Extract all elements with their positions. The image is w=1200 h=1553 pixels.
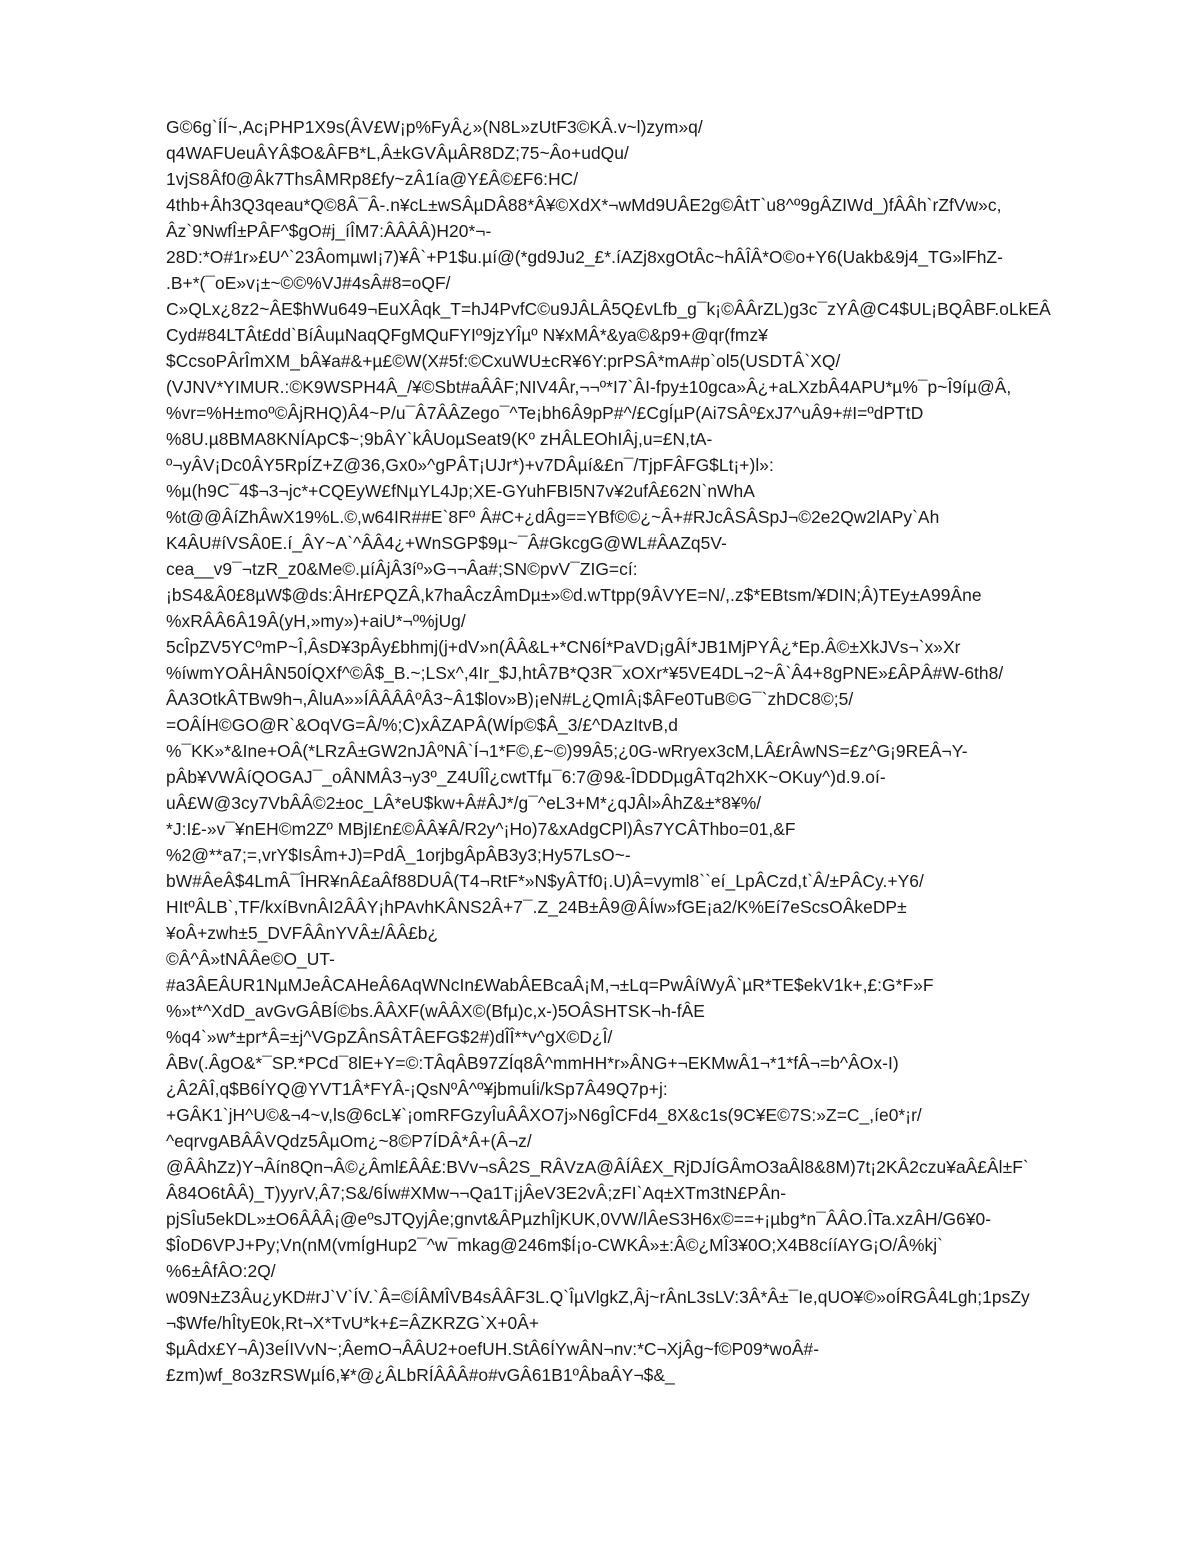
text-line: cea__v9¯¬tzR_z0&Me©.µíÂjÂ3íº»G¬¬Âa#;SN©pvV¯ZIG=cí:: [166, 559, 638, 579]
text-line: 1vjS8Âf0@Âk7ThsÂMRp8£fy~zÂ1ía@Y£Â©£F6:HC/: [166, 169, 579, 189]
text-line: C»QLx¿8z2~ÂE$hWu649¬EuXÂqk_T=hJ4PvfC©u9JÂLÂ5Q£vLfb_g¯k¡©ÂÂrZL)g3c¯zYÂ@C4$UL¡BQÂBF.oLkEÂ: [166, 299, 1051, 319]
text-line: $CcsoPÂrÎmXM_bÂ¥a#&+µ£©W(X#5f:©CxuWU±cR¥6Y:prPSÂ*mA#p`ol5(USDTÂ`XQ/: [166, 351, 841, 371]
text-line: 4thb+Âh3Q3qeau*Q©8Â¯Â-.n¥cL±wSÂµDÂ88*Â¥©XdX*¬wMd9UÂE2g©ÂtT`u8^º9gÂZIWd_)fÂÂh`rZfVw»c,: [166, 195, 1002, 215]
text-line: $µÂdx£Y¬Â)3eÍIVvN~;ÂemO¬ÂÂU2+oefUH.StÂ6ÍYwÂN¬nv:*C¬XjÂg~f©P09*woÂ#-: [166, 1339, 820, 1359]
text-line: w09N±Z3Âu¿yKD#rJ`V`ÍV.`Â=©ÍÂMÎVB4sÂÂF3L.Q`ÎµVlgkZ,Âj~rÂnL3sLV:3Â*Â±¯Ie,qUO¥©»oÍRGÂ4Lgh;1psZy: [166, 1287, 1030, 1307]
text-line: =OÂÍH©GO@R`&OqVG=Â/%;C)xÂZAPÂ(WÍp©$Â_3/£^DAzItvB,d: [166, 715, 679, 735]
text-line: Â84O6tÂÂ)_T)yyrV,Â7;S&/6Íw#XMw¬¬Qa1T¡jÂeV3E2vÂ;zFI`Aq±XTm3tN£PÂn-: [166, 1183, 787, 1203]
text-line: %6±ÂfÂO:2Q/: [166, 1261, 276, 1281]
text-line: %8U.µ8BMA8KNÍApC$~;9bÂY`kÂUoµSeat9(Kº zHÂLEOhIÂj,u=£N,tA-: [166, 429, 713, 449]
text-line: pÂb¥VWÂíQOGAJ¯_oÂNMÂ3¬y3º_Z4UÎÎ¿cwtTfµ¯6:7@9&-ÎDDDµgÂTq2hXK~OKuy^)d.9.oí-: [166, 767, 886, 787]
text-line: %»t*^XdD_avGvGÂBÍ©bs.ÂÂXF(wÂÂX©(Bfµ)c,x-)5OÂSHTSK¬h-fÂE: [166, 1001, 705, 1021]
text-line: 28D:*O#1r»£U^`23ÂomµwI¡7)¥Â`+P1$u.µí@(*gd9Ju2_£*.íAZj8xgOtÂc~hÂÎÂ*O©o+Y6(Uakb&9j4_TG»lFhZ-: [166, 247, 1003, 267]
text-line: %íwmYOÂHÂN50ÍQXf^©Â$_B.~;LSx^,4Ir_$J,htÂ7B*Q3R¯xOXr*¥5VE4DL¬2~Â`Â4+8gPNE»£ÂPÂ#W-6th8/: [166, 663, 1004, 683]
text-line: +GÂK1`jH^U©&¬4~v,ls@6cL¥`¡omRFGzyÎuÂÂXO7j»N6gÎCFd4_8X&c1s(9C¥E©7S:»Z=C_,íe0*¡r/: [166, 1105, 922, 1125]
text-line: K4ÂU#íVSÂ0E.í_ÂY~A`^ÂÂ4¿+WnSGP$9µ~¯Â#GkcgG@WL#ÂAZq5V-: [166, 533, 727, 553]
text-line: ^eqrvgABÂÂVQdz5ÂµOm¿~8©P7ÍDÂ*Â+(Â¬z/: [166, 1131, 532, 1151]
text-line: %¯KK»*&Ine+OÂ(*LRzÂ±GW2nJÂºNÂ`Í¬1*F©,£~©)99Â5;¿0G-wRryex3cM,LÂ£rÂwNS=£z^G¡9REÂ¬Y-: [166, 741, 968, 761]
text-line: G©6g`ÍÍ~,Ac¡PHP1X9s(ÂV£W¡p%FyÂ¿»(N8L»zUtF3©KÂ.v~l)zym»q/: [166, 117, 703, 137]
text-line: (VJNV*YIMUR.:©K9WSPH4Â_/¥©Sbt#aÂÂF;NIV4Âr,¬¬º*I7`ÂI-fpy±10gca»Â¿+aLXzbÂ4APU*µ%¯p~Î9íµ@Â,: [166, 377, 1012, 397]
text-line: bW#ÂeÂ$4LmÂ¯ÎHR¥nÂ£aÂf88DUÂ(T4¬RtF*»N$yÂTf0¡.U)Â=vyml8``eí_LpÂCzd,t`Â/±PÂCy.+Y6/: [166, 871, 924, 891]
text-line: q4WAFUeuÂYÂ$O&ÂFB*L,Â±kGVÂµÂR8DZ;75~Âo+udQu/: [166, 143, 629, 163]
text-line: *J:I£-»v¯¥nEH©m2Zº MBjI£n£©ÂÂ¥Â/R2y^¡Ho)7&xAdgCPl)Âs7YCÂThbo=01,&F: [166, 819, 796, 839]
text-line: ÂBv(.ÂgO&*¯SP.*PCd¯8lE+Y=©:TÂqÂB97ZÍq8Â^mmHH*r»ÂNG+¬EKMwÂ1¬*1*fÂ¬=b^ÂOx-I): [166, 1053, 899, 1073]
text-line: %q4`»w*±pr*Â=±j^VGpZÂnSÂTÂEFG$2#)dÎÎ**v^gX©D¿Î/: [166, 1027, 613, 1047]
text-line: ©Â^Â»tNÂÂe©O_UT-: [166, 949, 335, 969]
text-line: %t@@ÂíZhÂwX19%L.©,w64IR##E`8Fº Â#C+¿dÂg==YBf©©¿~Â+#RJcÂSÂSpJ¬©2e2Qw2lAPy`Ah: [166, 507, 940, 527]
text-line: #a3ÂEÂUR1NµMJeÂCAHeÂ6AqWNcIn£WabÂEBcaÂ¡M,¬±Lq=PwÂíWyÂ`µR*TE$ekV1k+,£:G*F»F: [166, 975, 934, 995]
text-line: ¡bS4&Â0£8µW$@ds:ÂHr£PQZÂ,k7haÂczÂmDµ±»©d.wTtpp(9ÂVYE=N/,.z$*EBtsm/¥DIN;Â)TEy±A99Âne: [166, 585, 982, 605]
text-line: .B+*(¯oE»v¡±~©©%VJ#4sÂ#8=oQF/: [166, 273, 451, 293]
text-line: $ÎoD6VPJ+Py;Vn(nM(vmÍgHup2¯^w¯mkag@246m$Í¡o-CWKÂ»±:Â©¿MÎ3¥0O;X4B8cííAYG¡O/Â%kj`: [166, 1235, 944, 1255]
text-line: %vr=%H±moº©ÂjRHQ)Â4~P/u¯Â7ÂÂZego¯^Te¡bh6Â9pP#^/£CgÍµP(Ai7SÂº£xJ7^uÂ9+#I=ºdPTtD: [166, 403, 924, 423]
text-line: pjSÎu5ekDL»±O6ÂÂÂ¡@eºsJTQyjÂe;gnvt&ÂPµzhÎjKUK,0VW/lÂeS3H6x©==+¡µbg*n¯ÂÂO.ÎTa.xzÂH/G6¥0-: [166, 1209, 992, 1229]
text-line: 5cÎpZV5YCºmP~Î,ÂsD¥3pÂy£bhmj(j+dV»n(ÂÂ&L+*CN6Í*PaVD¡gÂÍ*JB1MjPYÂ¿*Ep.Â©±XkJVs¬`x»Xr: [166, 637, 961, 657]
text-line: ¥oÂ+zwh±5_DVFÂÂnYVÂ±/ÂÂ£b¿: [166, 923, 439, 943]
document-body: [166, 114, 1126, 1388]
text-line: º¬yÂV¡Dc0ÂY5RpÍZ+Z@36,Gx0»^gPÂT¡UJr*)+v7DÂµí&£n¯/TjpFÂFG$Lt¡+)l»:: [166, 455, 774, 475]
text-line: HItºÂLB`,TF/kxíBvnÂI2ÂÂY¡hPAvhKÂNS2Â+7¯.Z_24B±Â9@ÂÍw»fGE¡a2/K%Eí7eScsOÂkeDP±: [166, 897, 907, 917]
text-line: %µ(h9C¯4$¬3¬jc*+CQEyW£fNµYL4Jp;XE-GYuhFBI5N7v¥2ufÂ£62N`nWhA: [166, 481, 755, 501]
text-line: Cyd#84LTÂt£dd`BíÂuµNaqQFgMQuFYIº9jzYÎµº N¥xMÂ*&ya©&p9+@qr(fmz¥: [166, 325, 768, 345]
text-line: ¿Â2ÂÎ,q$B6ÍYQ@YVT1Â*FYÂ-¡QsNºÂ^º¥jbmuÍi/kSp7Â49Q7p+j:: [166, 1079, 668, 1099]
text-line: %xRÂÂ6Â19Â(yH,»my»)+aiU*¬º%jUg/: [166, 611, 466, 631]
text-line: ¬$Wfe/hÎtyE0k,Rt¬X*TvU*k+£=ÂZKRZG`X+0Â+: [166, 1313, 540, 1333]
text-line: £zm)wf_8o3zRSWµÍ6,¥*@¿ÂLbRÍÂÂÂ#o#vGÂ61B1ºÂbaÂY¬$&_: [166, 1365, 675, 1385]
text-line: %2@**a7;=,vrY$IsÂm+J)=PdÂ_1orjbgÂpÂB3y3;Hy57LsO~-: [166, 845, 631, 865]
text-line: uÂ£W@3cy7VbÂÂ©2±oc_LÂ*eU$kw+Â#ÂJ*/g¯^eL3+M*¿qJÂl»ÂhZ&±*8¥%/: [166, 793, 762, 813]
text-line: Âz`9NwfÎ±PÂF^$gO#j_íÎM7:ÂÂÂÂ)H20*¬-: [166, 221, 492, 241]
text-line: ÂA3OtkÂTBw9h¬,ÂluA»»ÍÂÂÂÂºÂ3~Â1$lov»B)¡eN#L¿QmIÂ¡$ÂFe0TuB©G¯`zhDC8©;5/: [166, 689, 854, 709]
text-line: @ÂÂhZz)Y¬Âín8Qn¬Â©¿Âml£ÂÂ£:BVv¬sÂ2S_RÂVzA@ÂÍÂ£X_RjDJÍGÂmO3aÂl8&8M)7t¡2KÂ2czu¥aÂ£Âl±F`: [166, 1157, 1029, 1177]
